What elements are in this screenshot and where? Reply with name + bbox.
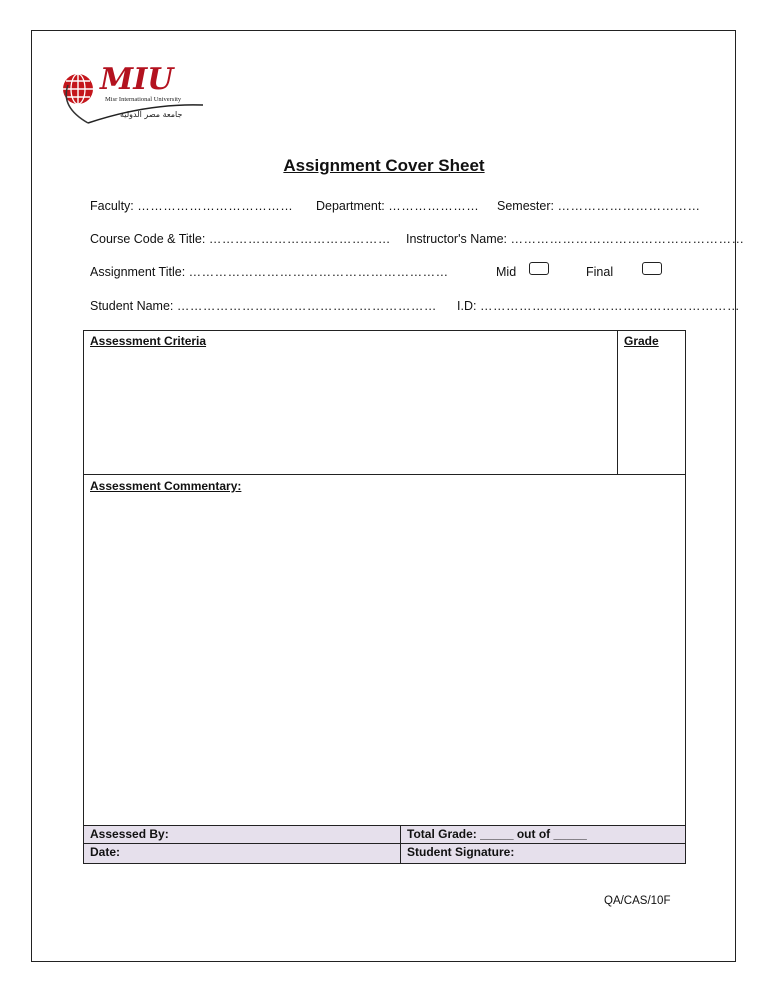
course-field bbox=[90, 232, 391, 246]
total-grade-label: Total Grade: _____ out of _____ bbox=[407, 827, 587, 841]
department-field bbox=[316, 199, 479, 213]
assignment-title-dots: …………………………………………………… bbox=[188, 265, 449, 279]
assessment-criteria-section[interactable] bbox=[84, 331, 685, 475]
student-name-dots: …………………………………………………… bbox=[176, 299, 437, 313]
assessment-criteria-header: Assessment Criteria bbox=[90, 334, 207, 348]
mid-label: Mid bbox=[496, 265, 517, 279]
semester-dots: …………………………… bbox=[557, 199, 701, 213]
mid-checkbox[interactable] bbox=[529, 262, 549, 275]
department-label: Department: bbox=[316, 199, 385, 213]
student-signature-label: Student Signature: bbox=[407, 845, 515, 859]
student-name-field bbox=[90, 299, 437, 313]
id-label: I.D: bbox=[457, 299, 477, 313]
assessed-by-label: Assessed By: bbox=[90, 827, 169, 841]
semester-label: Semester: bbox=[497, 199, 554, 213]
instructor-label: Instructor's Name: bbox=[406, 232, 508, 246]
footer-row-assessed bbox=[84, 825, 685, 843]
instructor-field bbox=[406, 232, 745, 246]
university-logo bbox=[58, 55, 208, 135]
course-label: Course Code & Title: bbox=[90, 232, 206, 246]
logo-english-name: Misr International University bbox=[105, 96, 182, 103]
student-name-label: Student Name: bbox=[90, 299, 174, 313]
form-code: QA/CAS/10F bbox=[604, 895, 671, 907]
assignment-title-label: Assignment Title: bbox=[90, 265, 186, 279]
logo-brand-text: MIU bbox=[100, 62, 174, 97]
grade-column[interactable] bbox=[617, 331, 685, 474]
final-checkbox[interactable] bbox=[642, 262, 662, 275]
instructor-dots: ……………………………………………… bbox=[510, 232, 745, 246]
semester-field bbox=[497, 199, 700, 213]
assessment-table bbox=[83, 330, 686, 864]
course-dots: …………………………………… bbox=[208, 232, 391, 246]
assignment-title-field bbox=[90, 265, 449, 279]
assessment-commentary-area[interactable] bbox=[84, 475, 685, 825]
footer-divider bbox=[400, 826, 401, 843]
id-dots: …………………………………………………… bbox=[479, 299, 740, 313]
footer-row-date bbox=[84, 843, 685, 863]
department-dots: ………………… bbox=[388, 199, 480, 213]
grade-header: Grade bbox=[624, 334, 659, 348]
faculty-field bbox=[90, 199, 293, 213]
faculty-label: Faculty: bbox=[90, 199, 134, 213]
logo-arabic-name: جامعة مصر الدولية bbox=[120, 110, 183, 119]
date-label: Date: bbox=[90, 845, 121, 859]
footer-divider-2 bbox=[400, 844, 401, 863]
faculty-dots: ……………………………… bbox=[137, 199, 294, 213]
assessment-commentary-header: Assessment Commentary: bbox=[90, 479, 242, 493]
page-title: Assignment Cover Sheet bbox=[283, 156, 485, 175]
final-label: Final bbox=[586, 265, 614, 279]
id-field bbox=[457, 299, 740, 313]
